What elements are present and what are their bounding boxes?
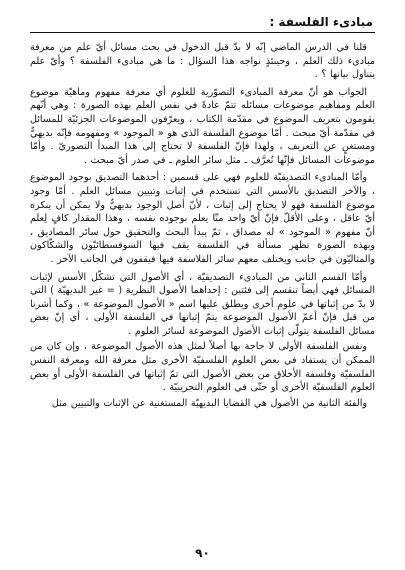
paragraph-intro: قلنا في الدرس الماضي إنّه لا بدّ قبل الدخول في بحث مسائل أيّ علم من معرفة مبادىء ذلك العلم ، وحينئذٍ نواجه هذا السؤال : ما هي مبادىء الفلسفة ؟ وأيّ علم يتناول بيانها ؟ . [30, 42, 375, 81]
paragraph-second-group: والفئة الثانية من الأصول هي القضايا البديهيّة المستغنية عن الإثبات والتبيين مثل [51, 397, 367, 409]
paragraph-first-philosophy: ونفس الفلسفة الأولى لا حاجة بها أصلاً لمثل هذه الأصول الموضوعة ، وإن كان من الممكن أن يستفاد في بعض العلوم الفلسفيّة الأخرى مثل معرفة الله ومعرفة النفس الفلسفيّة وفلسفة الأخلاق من بعض الأصول التي تمّ إثباتها في الفلسفة الأولى أو بعض العلوم الفلسفيّة الأخرى أو حتّى في العلوم التجريبيّة . [30, 341, 375, 394]
page-body [30, 41, 375, 410]
paragraph-conceptual-principles: الجواب هو أنّ معرفة المبادىء التصوّرية للعلوم أي معرفة مفهوم وماهيّة موضوع العلم ومفاهيم موضوعات مسائله تتمّ عادةً في نفس العلم بهذه الصورة : وهي أنّهم يقومون بتعريف الموضوع في مقدّمة الكتاب ، ويعرّفون الموضوعات الجزئيّة للمسائل في مقدّمة أيّ مبحث . أمّا موضوع الفلسفة الذي هو « الموجود » ومفهومه فإنّه بديهيٌّ ومستغنٍ عن التعريف ، ولهذا فإنّ الفلسفة لا تحتاج إلى هذا المبدأ التصوريّ . وأمّا موضوعات المسائل فإنّها تُعرَّف ـ مثل سائر العلوم ـ في صدر أيّ مبحث . [30, 86, 375, 166]
page-number: ٩٠ [195, 546, 210, 560]
header-rule [30, 32, 375, 33]
paragraph-assent-principles: وأمّا المبادىء التصديقيّة للعلوم فهي على قسمين : أحدهما التصديق بوجود الموضوع ، والآخر التصديق بالأسس التي تستخدم في إثبات وتبيين مسائل العلم . أمّا وجود موضوع الفلسفة فهو لا يحتاج إلى إثبات ، لأنّ أصل الوجود بديهيٌّ ولا يمكن أن ينكره أيّ عاقل ، وعلى الأقلّ فإنّ أيّ واحد منّا يعلم بوجوده نفسه ، وهذا المقدار كافٍ لِعلم أنّ مفهوم « الموجود » له مصداق ، ثمّ يبدأ البحث والتحقيق حول سائر المصاديق ، وبهذه الصورة تظهر مسألة في الفلسفة يقف فيها السوفسطائيّون والشكّاكون والمثاليّون في جانب ويختلف معهم سائر الفلاسفة فيها فيقفون في الجانب الآخر . [30, 172, 375, 265]
paragraph-second-category: وأمّا القسم الثاني من المبادىء التصديقيّة ، أي الأصول التي تشكّل الأسس لإثبات المسائل فهي أيضاً تنقسم إلى فئتين : إحداهما الأصول النظرية ( = غير البديهيّة ) التي لا بدّ من إثباتها في علوم أخرى ويطلق عليها اسم « الأصول الموضوعة » ، وكما أشرنا من قبل فإنّ أعمّ الأصول الموضوعة يتمّ إثباتها في الفلسفة الأولى ، أي إنّ بعض مسائل الفلسفة يتولّى إثبات الأصول الموضوعة لسائر العلوم . [30, 271, 375, 337]
running-header: مبادىء الفلسفة : [269, 15, 373, 29]
